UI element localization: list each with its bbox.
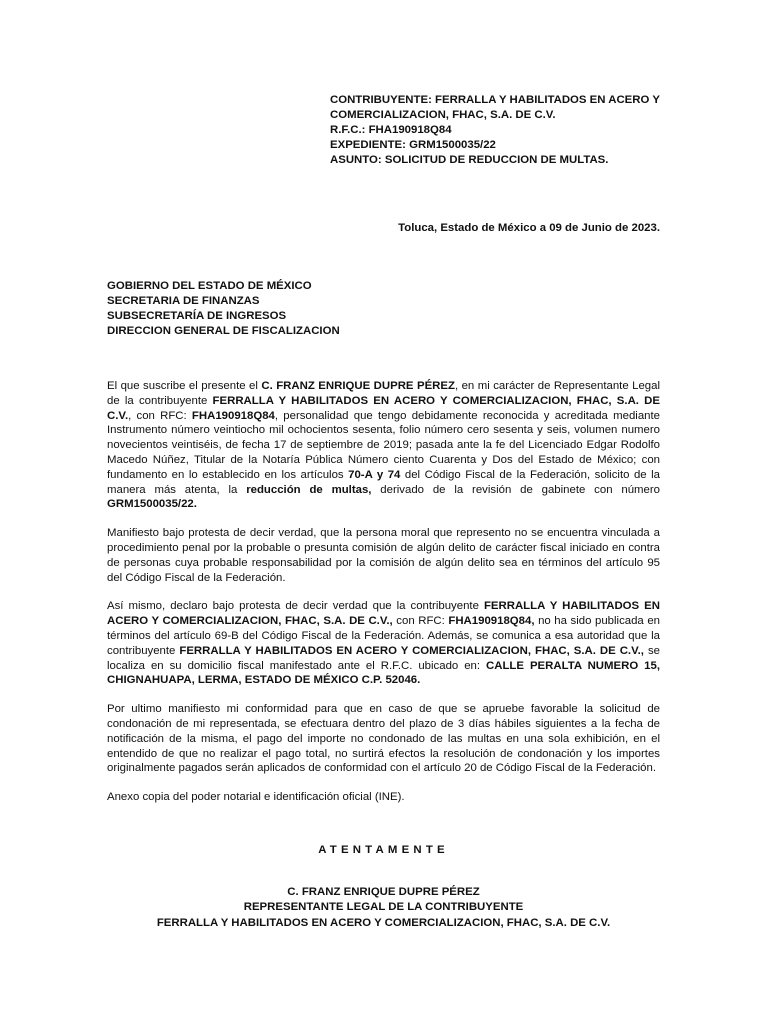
header-contribuyente-line1: CONTRIBUYENTE: FERRALLA Y HABILITADOS EN ACERO Y [330,94,660,106]
recipient-line: SUBSECRETARÍA DE INGRESOS [107,310,287,322]
recipient-line: SECRETARIA DE FINANZAS [107,295,260,307]
closing-atentamente [107,843,660,858]
header-asunto: ASUNTO: SOLICITUD DE REDUCCION DE MULTAS. [330,154,609,166]
recipient-line: DIRECCION GENERAL DE FISCALIZACION [107,325,340,337]
paragraph-conformidad: Por ultimo manifiesto mi conformidad para que en caso de que se apruebe favorable la solicitud de condonación de mi representada, se efectuara dentro del plazo de 3 días hábiles siguientes a la fecha de notificación de la misma, el pago del importe no condonado de las multas en una sola exhibición, en el entendido de que no realizar el pago total, no surtirá efectos la resolución de condonación y los importes originalmente pagados serán aplicados de conformidad con el artículo 20 de Código Fiscal de la Federación. [107,703,660,775]
recipient-line: GOBIERNO DEL ESTADO DE MÉXICO [107,280,312,292]
recipient-block [107,279,340,339]
header-expediente: EXPEDIENTE: GRM1500035/22 [330,139,496,151]
signer-role: REPRESENTANTE LEGAL DE LA CONTRIBUYENTE [243,901,524,914]
signature-block [107,843,660,931]
closing-text: ATENTAMENTE [318,844,449,856]
letter-body [107,379,660,805]
signer-company: FERRALLA Y HABILITADOS EN ACERO Y COMERCIALIZACION, FHAC, S.A. DE C.V. [156,916,611,929]
letter-header [330,93,670,168]
signer-info [107,885,660,932]
paragraph-declaracion: Así mismo, declaro bajo protesta de decir verdad que la contribuyente FERRALLA Y HABILITADOS EN ACERO Y COMERCIALIZACION, FHAC, S.A. DE C.V., con RFC: FHA190918Q84, no ha sido publicada en términos del artículo 69-B del Código Fiscal de la Federación. Además, se comunica a esa autoridad que la contribuyente FERRALLA Y HABILITADOS EN ACERO Y COMERCIALIZACION, FHAC, S.A. DE C.V., se localiza en su domicilio fiscal manifestado ante el R.F.C. ubicado en: CALLE PERALTA NUMERO 15, CHIGNAHUAPA, LERMA, ESTADO DE MÉXICO C.P. 52046. [107,600,661,687]
paragraph-protesta: Manifiesto bajo protesta de decir verdad, que la persona moral que represento no se encuentra vinculada a procedimiento penal por la probable o presunta comisión de algún delito de carácter fiscal iniciado en contra de personas cuya probable responsabilidad por la comisión de algún delito sea en términos del artículo 95 del Código Fiscal de la Federación. [107,527,660,584]
paragraph-anexo: Anexo copia del poder notarial e identificación oficial (INE). [107,791,405,804]
letter-date: Toluca, Estado de México a 09 de Junio de 2023. [398,222,660,234]
paragraph-request: El que suscribe el presente el C. FRANZ ENRIQUE DUPRE PÉREZ, en mi carácter de Representante Legal de la contribuyente FERRALLA Y HABILITADOS EN ACERO Y COMERCIALIZACION, FHAC, S.A. DE C.V., con RFC: FHA190918Q84, personalidad que tengo debidamente reconocida y acreditada mediante Instrumento número veintiocho mil ochocientos sesenta, folio número cero sesenta y seis, volumen numero novecientos veintiséis, de fecha 17 de septiembre de 2019; pasada ante la fe del Licenciado Edgar Rodolfo Macedo Núñez, Titular de la Notaría Pública Número ciento Cuarenta y Dos del Estado de México; con fundamento en lo establecido en los artículos 70-A y 74 del Código Fiscal de la Federación, solicito de la manera más atenta, la reducción de multas, derivado de la revisión de gabinete con número GRM1500035/22. [107,380,660,511]
signer-name: C. FRANZ ENRIQUE DUPRE PÉREZ [287,885,480,898]
header-rfc: R.F.C.: FHA190918Q84 [330,124,452,136]
header-contribuyente-line2: COMERCIALIZACION, FHAC, S.A. DE C.V. [330,109,556,121]
